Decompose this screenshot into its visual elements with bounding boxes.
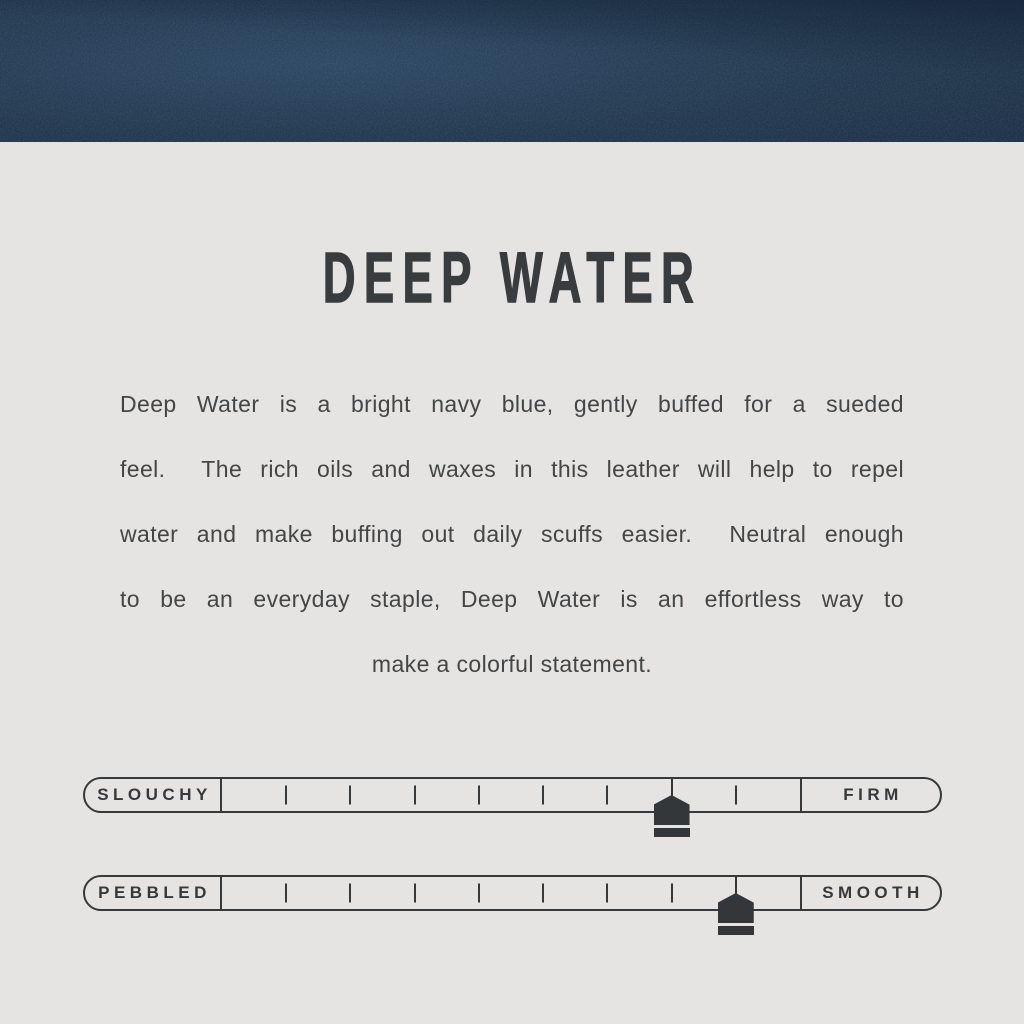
slider-track	[222, 877, 800, 909]
marker-stem	[735, 877, 737, 893]
color-name-title: DEEP WATER	[322, 239, 702, 318]
tick-mark	[478, 786, 480, 805]
marker-bar	[654, 828, 690, 837]
slider-right-label: FIRM	[843, 785, 903, 804]
paragraph-line: water and make buffing out daily scuffs easier. Neutral enough	[120, 521, 904, 547]
paragraph-line: make a colorful statement.	[371, 651, 653, 677]
tick-mark	[349, 786, 351, 805]
tick-mark	[542, 884, 544, 903]
slider-left-label: SLOUCHY	[97, 785, 212, 804]
slider-right-cap	[800, 877, 940, 909]
marker-stem	[671, 779, 673, 795]
description-paragraph	[120, 372, 904, 697]
slider-left-cap	[85, 779, 222, 811]
scale-marker[interactable]	[718, 877, 754, 935]
tick-mark	[478, 884, 480, 903]
slider-left-label: PEBBLED	[98, 883, 211, 902]
slider-right-label: SMOOTH	[822, 883, 924, 902]
slider-structure-scale	[83, 777, 942, 813]
tick-mark	[542, 786, 544, 805]
tick-mark	[606, 884, 608, 903]
marker-head	[718, 893, 754, 923]
leather-swatch-image	[0, 0, 1024, 142]
tick-mark	[285, 884, 287, 903]
slider-texture-scale	[83, 875, 942, 911]
slider-left-cap	[85, 877, 222, 909]
tick-mark	[671, 884, 673, 903]
marker-bar	[718, 926, 754, 935]
marker-head	[654, 795, 690, 825]
paragraph-line: feel. The rich oils and waxes in this leather will help to repel	[120, 456, 904, 482]
tick-mark	[285, 786, 287, 805]
paragraph-line: Deep Water is a bright navy blue, gently buffed for a sueded	[120, 391, 904, 417]
page-title	[0, 238, 1024, 319]
paragraph-line: to be an everyday staple, Deep Water is an effortless way to	[120, 586, 904, 612]
slider-right-cap	[800, 779, 940, 811]
slider-track	[222, 779, 800, 811]
tick-mark	[349, 884, 351, 903]
tick-mark	[735, 786, 737, 805]
tick-mark	[606, 786, 608, 805]
tick-mark	[414, 884, 416, 903]
tick-mark	[414, 786, 416, 805]
scale-marker[interactable]	[654, 779, 690, 837]
